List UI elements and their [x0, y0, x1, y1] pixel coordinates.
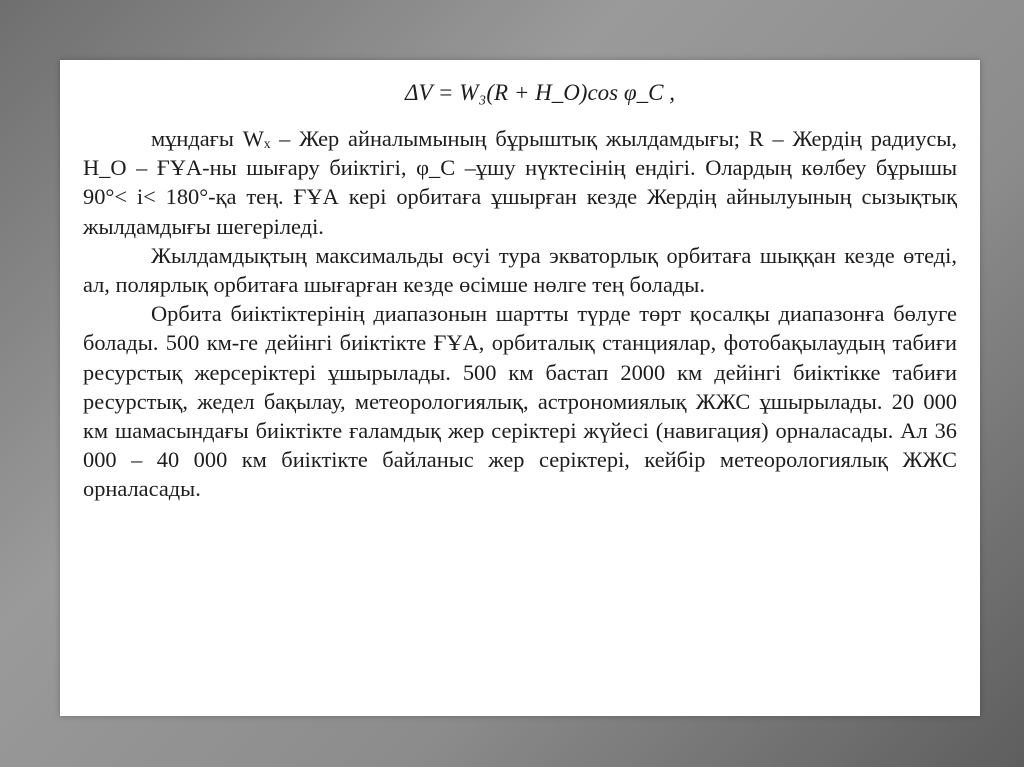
formula: ΔV = W₃(R + H_O)cos φ_C ,: [405, 80, 675, 105]
paragraph-3: Орбита биіктіктерінің диапазонын шартты түрде төрт қосалқы диапазонға бөлуге болады. 500 км-ге дейінгі биіктікте ҒҰА, орбиталық станциялар, фотобақылаудың табиғи ресурстық жерсеріктері ұшырылады. 500 км бастап 2000 км дейінгі биіктікке табиғи ресурстық, жедел бақылау, метеорологиялық, астрономиялық ЖЖС ұшырылады. 20 000 км шамасындағы биіктікте ғаламдық жер серіктері жүйесі (навигация) орналасады. Ал 36 000 – 40 000 км биіктікте байланыс жер серіктері, кейбір метеорологиялық ЖЖС орналасады.: [83, 301, 957, 502]
paragraph-1: мұндағы Wₓ – Жер айналымының бұрыштық жылдамдығы; R – Жердің радиусы, H_O – ҒҰА-ны шығару биіктігі, φ_C –ұшу нүктесінің ендігі. Олардың көлбеу бұрышы 90°< i< 180°-қа тең. ҒҰА кері орбитаға ұшырған кезде Жердің айнылуының сызықтық жылдамдығы шегеріледі.: [83, 126, 957, 239]
paragraph-2: Жылдамдықтың максимальды өсуі тура экваторлық орбитаға шыққан кезде өтеді, ал, полярлық орбитаға шығарған кезде өсімше нөлге тең болады.: [83, 242, 957, 298]
slide-page: [60, 60, 980, 716]
document-text: [83, 72, 957, 504]
